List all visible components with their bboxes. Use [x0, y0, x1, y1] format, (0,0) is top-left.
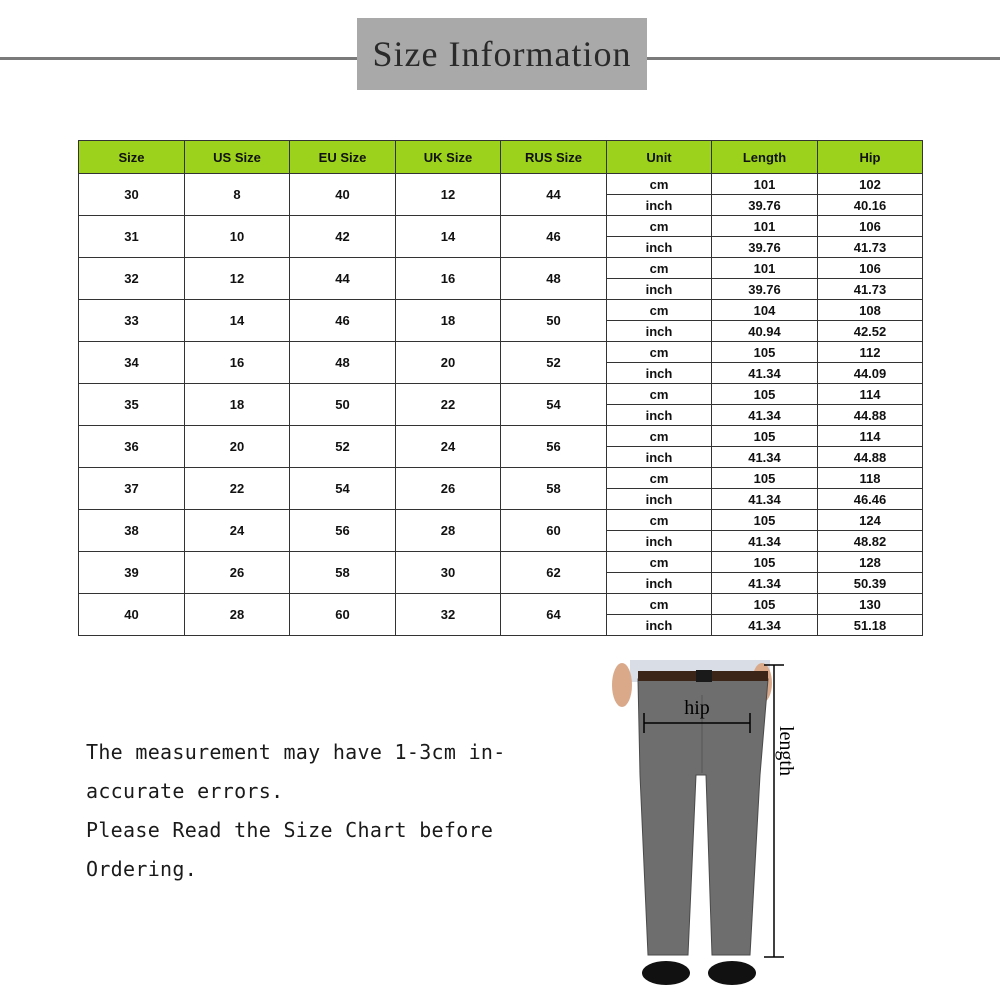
- cell-hip: 51.18: [818, 615, 923, 636]
- cell-unit: cm: [607, 174, 712, 195]
- cell-length: 104: [712, 300, 818, 321]
- cell-size: 35: [79, 384, 185, 426]
- cell-length: 101: [712, 258, 818, 279]
- cell-unit: inch: [607, 447, 712, 468]
- header-rus-size: RUS Size: [501, 141, 607, 174]
- table-row: [79, 342, 923, 363]
- cell-uk-size: 28: [396, 510, 501, 552]
- table-row: [79, 216, 923, 237]
- cell-uk-size: 14: [396, 216, 501, 258]
- cell-uk-size: 30: [396, 552, 501, 594]
- table-row: [79, 552, 923, 573]
- note-line: Please Read the Size Chart before: [86, 818, 494, 842]
- left-hand: [612, 663, 632, 707]
- note-line: accurate errors.: [86, 779, 284, 803]
- cell-us-size: 12: [185, 258, 290, 300]
- header-length: Length: [712, 141, 818, 174]
- cell-length: 39.76: [712, 195, 818, 216]
- cell-size: 30: [79, 174, 185, 216]
- cell-us-size: 8: [185, 174, 290, 216]
- right-shoe: [708, 961, 756, 985]
- cell-unit: cm: [607, 510, 712, 531]
- cell-hip: 46.46: [818, 489, 923, 510]
- cell-hip: 48.82: [818, 531, 923, 552]
- table-row: [79, 174, 923, 195]
- cell-size: 34: [79, 342, 185, 384]
- pants-illustration: [600, 655, 820, 1000]
- table-body: [79, 174, 923, 636]
- table-row: [79, 300, 923, 321]
- note-line: The measurement may have 1-3cm in-: [86, 740, 506, 764]
- cell-length: 41.34: [712, 363, 818, 384]
- cell-unit: inch: [607, 489, 712, 510]
- cell-size: 40: [79, 594, 185, 636]
- cell-unit: cm: [607, 468, 712, 489]
- cell-us-size: 28: [185, 594, 290, 636]
- cell-us-size: 16: [185, 342, 290, 384]
- cell-rus-size: 62: [501, 552, 607, 594]
- cell-eu-size: 46: [290, 300, 396, 342]
- cell-size: 37: [79, 468, 185, 510]
- measurement-note: [86, 733, 526, 889]
- cell-eu-size: 52: [290, 426, 396, 468]
- table-row: [79, 384, 923, 405]
- cell-unit: inch: [607, 573, 712, 594]
- cell-rus-size: 64: [501, 594, 607, 636]
- cell-size: 33: [79, 300, 185, 342]
- cell-uk-size: 26: [396, 468, 501, 510]
- page-title: Size Information: [357, 18, 647, 90]
- note-line: Ordering.: [86, 857, 198, 881]
- cell-rus-size: 54: [501, 384, 607, 426]
- cell-length: 101: [712, 216, 818, 237]
- table-header-row: [79, 141, 923, 174]
- cell-unit: inch: [607, 363, 712, 384]
- cell-length: 105: [712, 468, 818, 489]
- cell-hip: 44.88: [818, 405, 923, 426]
- cell-unit: cm: [607, 552, 712, 573]
- header-us-size: US Size: [185, 141, 290, 174]
- cell-uk-size: 20: [396, 342, 501, 384]
- cell-hip: 108: [818, 300, 923, 321]
- cell-length: 105: [712, 342, 818, 363]
- cell-eu-size: 58: [290, 552, 396, 594]
- cell-length: 41.34: [712, 573, 818, 594]
- table-row: [79, 510, 923, 531]
- cell-unit: cm: [607, 384, 712, 405]
- table-row: [79, 468, 923, 489]
- cell-eu-size: 50: [290, 384, 396, 426]
- cell-rus-size: 44: [501, 174, 607, 216]
- cell-hip: 114: [818, 384, 923, 405]
- cell-rus-size: 50: [501, 300, 607, 342]
- cell-us-size: 22: [185, 468, 290, 510]
- cell-unit: inch: [607, 405, 712, 426]
- cell-unit: cm: [607, 258, 712, 279]
- cell-eu-size: 40: [290, 174, 396, 216]
- cell-eu-size: 56: [290, 510, 396, 552]
- cell-rus-size: 46: [501, 216, 607, 258]
- cell-size: 39: [79, 552, 185, 594]
- cell-hip: 44.88: [818, 447, 923, 468]
- size-table: [78, 140, 923, 636]
- cell-length: 41.34: [712, 447, 818, 468]
- cell-size: 36: [79, 426, 185, 468]
- cell-hip: 40.16: [818, 195, 923, 216]
- cell-uk-size: 12: [396, 174, 501, 216]
- cell-us-size: 24: [185, 510, 290, 552]
- cell-length: 105: [712, 384, 818, 405]
- cell-hip: 128: [818, 552, 923, 573]
- pants-figure: [600, 655, 820, 1000]
- cell-length: 41.34: [712, 405, 818, 426]
- cell-rus-size: 48: [501, 258, 607, 300]
- table-row: [79, 258, 923, 279]
- cell-hip: 112: [818, 342, 923, 363]
- cell-uk-size: 16: [396, 258, 501, 300]
- cell-rus-size: 58: [501, 468, 607, 510]
- cell-unit: cm: [607, 594, 712, 615]
- cell-size: 31: [79, 216, 185, 258]
- cell-uk-size: 18: [396, 300, 501, 342]
- cell-hip: 106: [818, 216, 923, 237]
- cell-length: 39.76: [712, 237, 818, 258]
- cell-length: 105: [712, 552, 818, 573]
- header-unit: Unit: [607, 141, 712, 174]
- cell-us-size: 18: [185, 384, 290, 426]
- cell-unit: inch: [607, 279, 712, 300]
- left-shoe: [642, 961, 690, 985]
- cell-hip: 124: [818, 510, 923, 531]
- cell-size: 38: [79, 510, 185, 552]
- cell-length: 41.34: [712, 531, 818, 552]
- cell-unit: inch: [607, 237, 712, 258]
- cell-rus-size: 56: [501, 426, 607, 468]
- cell-unit: inch: [607, 531, 712, 552]
- cell-eu-size: 60: [290, 594, 396, 636]
- cell-length: 101: [712, 174, 818, 195]
- table-row: [79, 594, 923, 615]
- cell-rus-size: 60: [501, 510, 607, 552]
- cell-eu-size: 44: [290, 258, 396, 300]
- hip-label: hip: [684, 697, 710, 719]
- header-eu-size: EU Size: [290, 141, 396, 174]
- cell-length: 39.76: [712, 279, 818, 300]
- cell-unit: cm: [607, 342, 712, 363]
- pants-shape: [638, 679, 768, 955]
- cell-length: 41.34: [712, 615, 818, 636]
- cell-length: 41.34: [712, 489, 818, 510]
- cell-hip: 42.52: [818, 321, 923, 342]
- cell-unit: inch: [607, 195, 712, 216]
- cell-hip: 118: [818, 468, 923, 489]
- cell-hip: 41.73: [818, 237, 923, 258]
- cell-hip: 44.09: [818, 363, 923, 384]
- cell-unit: cm: [607, 216, 712, 237]
- table-row: [79, 426, 923, 447]
- header-size: Size: [79, 141, 185, 174]
- header-hip: Hip: [818, 141, 923, 174]
- cell-hip: 50.39: [818, 573, 923, 594]
- cell-hip: 130: [818, 594, 923, 615]
- header-uk-size: UK Size: [396, 141, 501, 174]
- cell-unit: cm: [607, 300, 712, 321]
- cell-eu-size: 42: [290, 216, 396, 258]
- cell-us-size: 20: [185, 426, 290, 468]
- cell-unit: inch: [607, 615, 712, 636]
- cell-rus-size: 52: [501, 342, 607, 384]
- length-label: length: [775, 726, 797, 776]
- cell-uk-size: 32: [396, 594, 501, 636]
- cell-uk-size: 24: [396, 426, 501, 468]
- cell-us-size: 14: [185, 300, 290, 342]
- cell-size: 32: [79, 258, 185, 300]
- belt-buckle: [696, 670, 712, 682]
- cell-us-size: 26: [185, 552, 290, 594]
- cell-length: 105: [712, 510, 818, 531]
- cell-hip: 106: [818, 258, 923, 279]
- cell-unit: inch: [607, 321, 712, 342]
- cell-eu-size: 48: [290, 342, 396, 384]
- cell-us-size: 10: [185, 216, 290, 258]
- cell-uk-size: 22: [396, 384, 501, 426]
- cell-hip: 114: [818, 426, 923, 447]
- cell-eu-size: 54: [290, 468, 396, 510]
- cell-hip: 41.73: [818, 279, 923, 300]
- cell-unit: cm: [607, 426, 712, 447]
- cell-hip: 102: [818, 174, 923, 195]
- cell-length: 40.94: [712, 321, 818, 342]
- cell-length: 105: [712, 426, 818, 447]
- cell-length: 105: [712, 594, 818, 615]
